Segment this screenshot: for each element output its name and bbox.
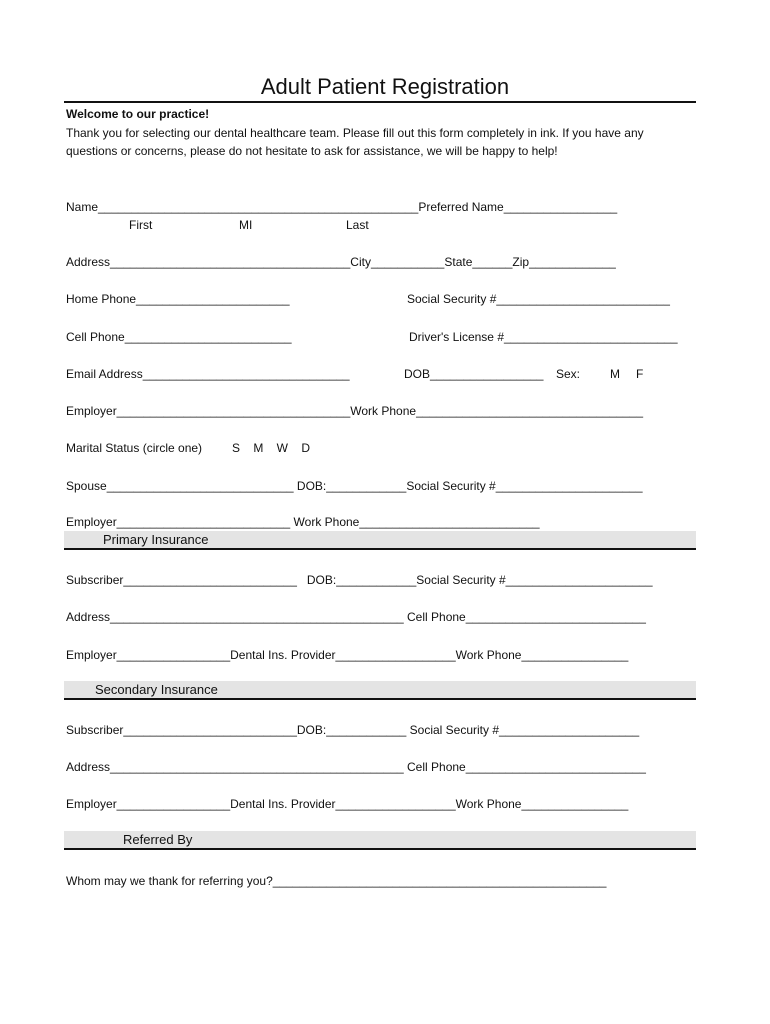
referral-field[interactable]: Whom may we thank for referring you?__________________________________________________: [66, 874, 607, 888]
spouse-employer-field[interactable]: Employer__________________________ Work Phone___________________________: [66, 515, 540, 529]
primary-employer-field[interactable]: Employer_________________Dental Ins. Provider__________________Work Phone________________: [66, 648, 629, 662]
welcome-heading: Welcome to our practice!: [66, 107, 210, 121]
sex-option-m[interactable]: M: [610, 367, 620, 381]
primary-address-field[interactable]: Address____________________________________________ Cell Phone___________________________: [66, 610, 646, 624]
dob-field[interactable]: DOB_________________: [404, 367, 544, 381]
referred-by-title: Referred By: [123, 832, 193, 847]
primary-subscriber-field[interactable]: Subscriber__________________________ DOB:____________Social Security #______________________: [66, 573, 653, 587]
name-first-label: First: [129, 218, 153, 232]
home-phone-field[interactable]: Home Phone_______________________: [66, 292, 290, 306]
intro-paragraph: Thank you for selecting our dental healthcare team. Please fill out this form completely in ink. If you have any questions or concerns, please do not hesitate to ask for assistance, we will be happy to help!: [66, 126, 644, 158]
secondary-address-field[interactable]: Address____________________________________________ Cell Phone___________________________: [66, 760, 646, 774]
primary-insurance-title: Primary Insurance: [103, 532, 209, 547]
address-field[interactable]: Address____________________________________City___________State______Zip_____________: [66, 255, 616, 269]
name-field[interactable]: Name________________________________________________Preferred Name_________________: [66, 200, 618, 214]
referred-by-header: [64, 831, 696, 850]
page-title: Adult Patient Registration: [260, 74, 510, 99]
sex-label: Sex:: [556, 367, 581, 381]
sex-option-f[interactable]: F: [636, 367, 644, 381]
email-field[interactable]: Email Address_______________________________: [66, 367, 350, 381]
secondary-subscriber-field[interactable]: Subscriber__________________________DOB:____________ Social Security #_____________________: [66, 723, 640, 737]
spouse-field[interactable]: Spouse____________________________ DOB:____________Social Security #______________________: [66, 479, 643, 493]
title-underline: [64, 101, 696, 103]
cell-phone-field[interactable]: Cell Phone_________________________: [66, 330, 292, 344]
primary-insurance-header: [64, 531, 696, 550]
marital-status-options[interactable]: S M W D: [232, 441, 310, 455]
drivers-license-field[interactable]: Driver's License #__________________________: [409, 330, 678, 344]
name-mi-label: MI: [239, 218, 253, 232]
marital-status-label: Marital Status (circle one): [66, 441, 203, 455]
secondary-insurance-title: Secondary Insurance: [95, 682, 218, 697]
name-last-label: Last: [346, 218, 369, 232]
secondary-insurance-header: [64, 681, 696, 700]
secondary-employer-field[interactable]: Employer_________________Dental Ins. Provider__________________Work Phone________________: [66, 797, 629, 811]
employer-field[interactable]: Employer___________________________________Work Phone__________________________________: [66, 404, 643, 418]
ssn-field[interactable]: Social Security #__________________________: [407, 292, 670, 306]
